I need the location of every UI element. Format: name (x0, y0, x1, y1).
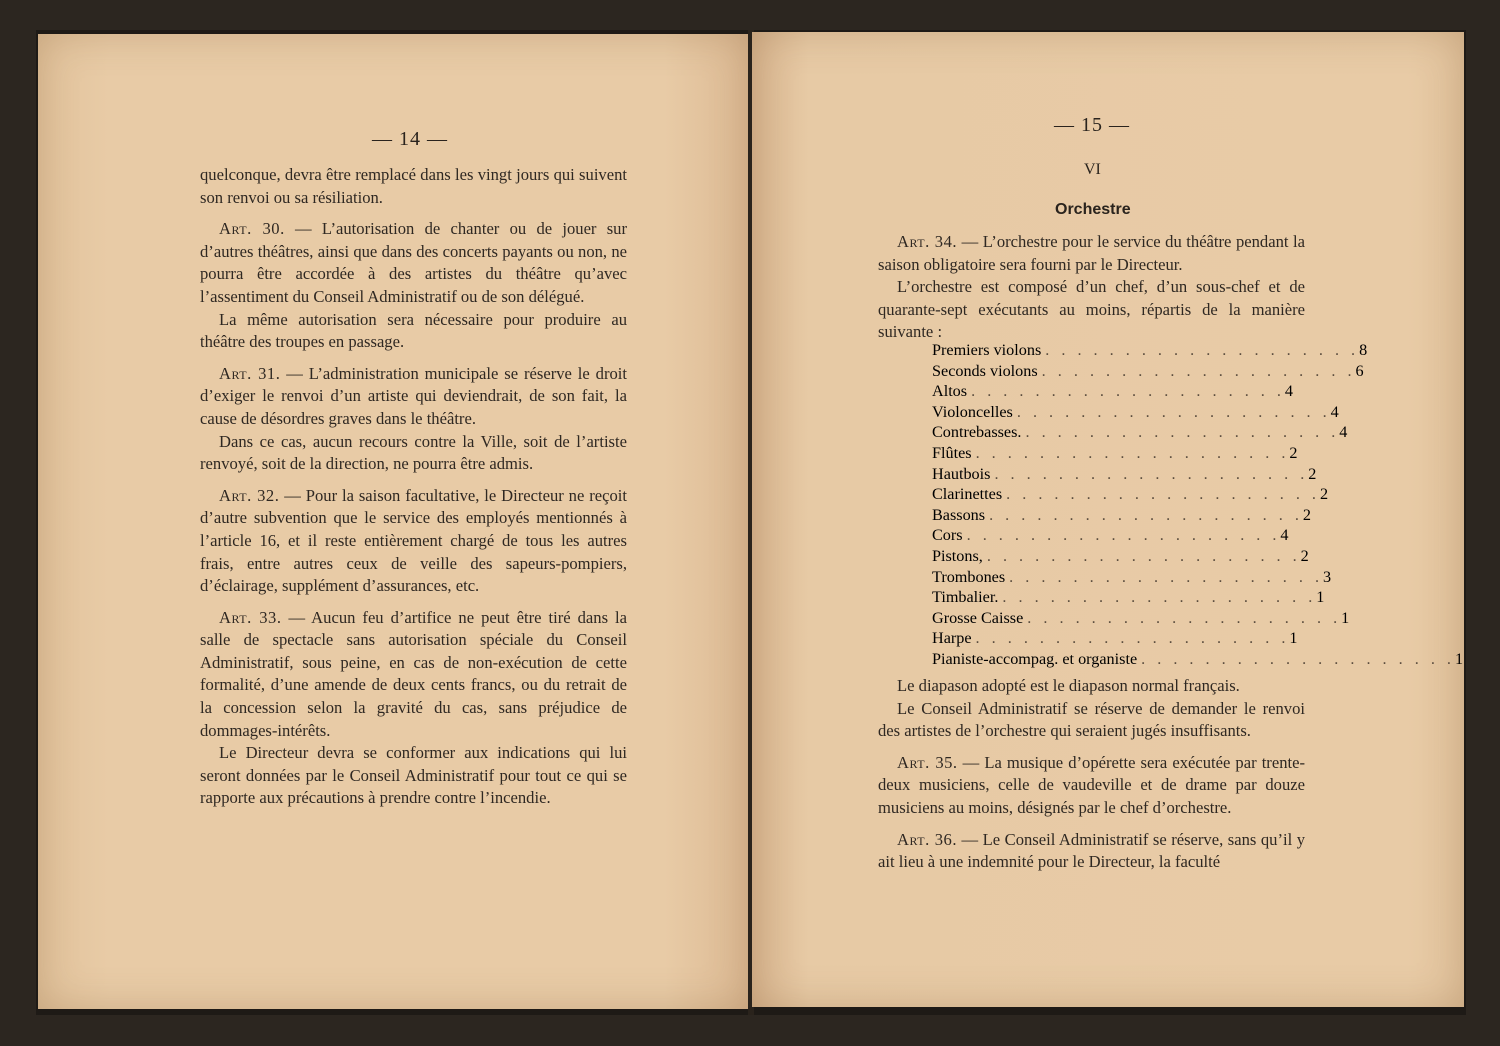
instrument-name: Trombones (932, 567, 1006, 586)
instrument-count: 4 (1339, 423, 1348, 442)
paragraph: Le Conseil Administratif se réserve de demander le renvoi des artistes de l’orchestre qui seraient jugés insuffisants. (878, 698, 1305, 741)
instrument-count: 1 (1454, 649, 1464, 668)
instrument-name: Violoncelles (932, 402, 1013, 421)
instrument-name: Cors (932, 526, 963, 545)
orchestra-row (932, 587, 1325, 608)
leader-dots: . . . . . . . . . . . . . . . . . . . . (1006, 485, 1320, 504)
instrument-name: Seconds violons (932, 361, 1038, 380)
instrument-count: 4 (1330, 402, 1339, 421)
orchestra-row (932, 505, 1311, 526)
instrument-name: Clarinettes (932, 485, 1003, 504)
leader-dots: . . . . . . . . . . . . . . . . . . . . (986, 546, 1301, 565)
instrument-count: 6 (1355, 361, 1364, 380)
paragraph: L’orchestre est composé d’un chef, d’un sous-chef et de quarante-sept exécutants au moins, répartis de la manière suivante : (878, 277, 1305, 342)
instrument-count: 2 (1300, 546, 1309, 565)
instrument-name: Altos (932, 382, 968, 401)
leader-dots: . . . . . . . . . . . . . . . . . . . . (989, 505, 1303, 524)
instrument-count: 1 (1341, 608, 1350, 627)
instrument-name: Harpe (932, 629, 972, 648)
orchestra-row (932, 546, 1309, 567)
instrument-count: 4 (1280, 526, 1289, 545)
paragraph: La même autorisation sera nécessaire pour produire au théâtre des troupes en passage. (200, 309, 627, 352)
instrument-count: 1 (1289, 629, 1298, 648)
instrument-count: 3 (1323, 567, 1332, 586)
section-number: VI (1084, 161, 1101, 178)
leader-dots: . . . . . . . . . . . . . . . . . . . . (975, 629, 1290, 648)
article-33: Art. 33. — Aucun feu d’artifice ne peut être tiré dans la salle de spectacle sans autorisation spéciale du Conseil Administratif, sous peine, en cas de non-exécution de cette formalité, d’une amende de deux cents francs, ou du retrait de la concession selon la gravité du cas, sans préjudice de dommages-intérêts. (200, 607, 627, 740)
instrument-name: Flûtes (932, 443, 972, 462)
orchestra-row (932, 422, 1348, 443)
orchestra-list (932, 340, 1464, 670)
page-number-right: — 15 — (1054, 114, 1130, 136)
instrument-name: Premiers violons (932, 341, 1042, 359)
leader-dots: . . . . . . . . . . . . . . . . . . . . (1002, 588, 1317, 607)
instrument-name: Timbalier. (932, 588, 999, 607)
leader-dots: . . . . . . . . . . . . . . . . . . . . (1016, 402, 1331, 421)
article-35: Art. 35. — La musique d’opérette sera exécutée par trente-deux musiciens, celle de vaudeville et de drame par douze musiciens au moins, désignés par le chef d’orchestre. (878, 752, 1305, 817)
orchestra-row (932, 464, 1317, 485)
left-page-text (200, 164, 627, 810)
instrument-count: 2 (1308, 464, 1317, 483)
instrument-count: 8 (1359, 341, 1368, 359)
orchestra-row (932, 649, 1464, 670)
instrument-count: 1 (1316, 588, 1325, 607)
instrument-count: 2 (1319, 485, 1329, 504)
section-title: Orchestre (1055, 201, 1131, 218)
leader-dots: . . . . . . . . . . . . . . . . . . . . (1009, 567, 1323, 586)
instrument-name: Bassons (932, 505, 986, 524)
article-30: Art. 30. — L’autorisation de chanter ou de jouer sur d’autres théâtres, ainsi que dans des concerts payants ou non, ne pourra être accordée à des artistes du théâtre qu’avec l’assentiment du Conseil Administratif ou de son délégué. (200, 219, 627, 306)
leader-dots: . . . . . . . . . . . . . . . . . . . . (1027, 608, 1342, 627)
article-31: Art. 31. — L’administration municipale se réserve le droit d’exiger le renvoi d’un artiste qui deviendrait, de son fait, la cause de désordres graves dans le théâtre. (200, 363, 627, 428)
orchestra-row (932, 484, 1329, 505)
right-page-intro (878, 231, 1305, 344)
orchestra-row (932, 381, 1294, 402)
orchestra-row (932, 361, 1364, 382)
article-32: Art. 32. — Pour la saison facultative, le Directeur ne reçoit d’autre subvention que le service des employés mentionnés à l’article 16, et il reste entièrement chargé de tous les autres frais, entre autres ceux de veille des sapeurs-pompiers, d’éclairage, supplément d’assurances, etc. (200, 485, 627, 596)
paragraph: Le Directeur devra se conformer aux indications qui lui seront données par le Conseil Administratif pour tout ce qui se rapporte aux précautions à prendre contre l’incendie. (200, 743, 627, 808)
orchestra-row (932, 340, 1368, 361)
instrument-name: Grosse Caisse (932, 608, 1024, 627)
paragraph: Dans ce cas, aucun recours contre la Ville, soit de l’artiste renvoyé, soit de la direction, ne pourra être admis. (200, 431, 627, 474)
leader-dots: . . . . . . . . . . . . . . . . . . . . (994, 464, 1309, 483)
instrument-name: Pistons, (932, 546, 983, 565)
leader-dots: . . . . . . . . . . . . . . . . . . . . (1025, 423, 1340, 442)
orchestra-row (932, 402, 1339, 423)
instrument-name: Pianiste-accompag. et organiste (932, 649, 1138, 668)
article-34: Art. 34. — L’orchestre pour le service du théâtre pendant la saison obligatoire sera fourni par le Directeur. (878, 232, 1305, 274)
leader-dots: . . . . . . . . . . . . . . . . . . . . (971, 382, 1285, 401)
instrument-name: Hautbois (932, 464, 991, 483)
leader-dots: . . . . . . . . . . . . . . . . . . . . (1045, 341, 1360, 359)
leader-dots: . . . . . . . . . . . . . . . . . . . . (1141, 649, 1455, 668)
right-page-after (878, 675, 1305, 874)
leader-dots: . . . . . . . . . . . . . . . . . . . . (966, 526, 1281, 545)
leader-dots: . . . . . . . . . . . . . . . . . . . . (975, 443, 1290, 462)
instrument-count: 4 (1284, 382, 1294, 401)
page-number-left: — 14 — (372, 128, 448, 150)
orchestra-row (932, 567, 1332, 588)
orchestra-row (932, 525, 1289, 546)
paragraph: Le diapason adopté est le diapason normal français. (897, 676, 1240, 695)
orchestra-row (932, 628, 1298, 649)
instrument-name: Contrebasses. (932, 423, 1022, 442)
leader-dots: . . . . . . . . . . . . . . . . . . . . (1041, 361, 1356, 380)
paragraph: quelconque, devra être remplacé dans les vingt jours qui suivent son renvoi ou sa résiliation. (200, 165, 627, 207)
instrument-count: 2 (1289, 443, 1298, 462)
article-36: Art. 36. — Le Conseil Administratif se réserve, sans qu’il y ait lieu à une indemnité pour le Directeur, la faculté (878, 829, 1305, 872)
instrument-count: 2 (1302, 505, 1311, 524)
orchestra-row (932, 443, 1298, 464)
orchestra-row (932, 608, 1350, 629)
